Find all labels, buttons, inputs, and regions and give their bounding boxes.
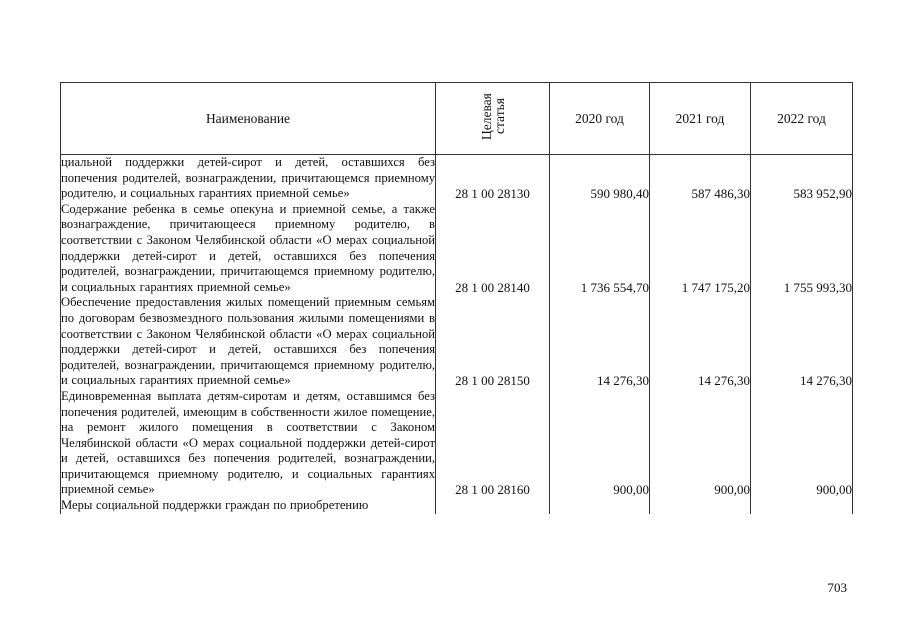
row-value-2022: 583 952,90 [751, 155, 853, 202]
table-row [61, 498, 853, 514]
row-value-2020: 1 736 554,70 [550, 202, 650, 296]
row-value-2020: 590 980,40 [550, 155, 650, 202]
header-2022: 2022 год [751, 83, 853, 155]
row-value-2021: 1 747 175,20 [650, 202, 751, 296]
header-target-text: Целевая статья [478, 93, 507, 140]
row-value-2022: 14 276,30 [751, 295, 853, 389]
table-row [61, 202, 853, 296]
table-row [61, 295, 853, 389]
row-name: циальной поддержки детей-сирот и детей, оставшихся без попечения родителей, вознаграждении, причитающемся приемному родителю, и социальных гарантиях приемной семье» [61, 155, 435, 201]
row-value-2021: 900,00 [650, 389, 751, 498]
row-code: 28 1 00 28150 [436, 295, 550, 389]
row-value-2021: 587 486,30 [650, 155, 751, 202]
header-2020: 2020 год [550, 83, 650, 155]
page-number: 703 [827, 580, 847, 595]
row-value-2021: 14 276,30 [650, 295, 751, 389]
row-value-2020 [550, 498, 650, 514]
row-name: Единовременная выплата детям-сиротам и детям, оставшимся без попечения родителей, имеющим в собственности жилое помещение, на ремонт жилого помещения в соответствии с Законом Челябинской области «О мерах социальной поддержки детей-сирот и детей, оставшихся без попечения родителей, вознаграждении, причитающемся приемному родителю, и социальных гарантиях приемной семье» [61, 388, 435, 497]
row-value-2021 [650, 498, 751, 514]
row-value-2022: 1 755 993,30 [751, 202, 853, 296]
table-row [61, 389, 853, 498]
row-value-2020: 900,00 [550, 389, 650, 498]
row-value-2020: 14 276,30 [550, 295, 650, 389]
header-name: Наименование [61, 83, 436, 155]
table-header-row [61, 83, 853, 155]
row-name: Содержание ребенка в семье опекуна и приемной семье, а также вознаграждение, причитающееся приемному родителю, в соответствии с Законом Челябинской области «О мерах социальной поддержки детей-сирот и детей, оставшихся без попечения родителей, вознаграждении, причитающемся приемному родителю, и социальных гарантиях приемной семье» [61, 201, 435, 294]
header-target-article [436, 83, 550, 155]
row-name: Меры социальной поддержки граждан по приобретению [61, 498, 436, 514]
row-code: 28 1 00 28140 [436, 202, 550, 296]
row-name: Обеспечение предоставления жилых помещений приемным семьям по договорам безвозмездного пользования жилыми помещениями в соответствии с Законом Челябинской области «О мерах социальной поддержки детей-сирот и детей, оставшихся без попечения родителей, вознаграждении, причитающемся приемному родителю, и социальных гарантиях приемной семье» [61, 295, 435, 388]
row-code [436, 498, 550, 514]
row-code: 28 1 00 28160 [436, 389, 550, 498]
row-value-2022 [751, 498, 853, 514]
budget-table [60, 82, 853, 514]
row-code: 28 1 00 28130 [436, 155, 550, 202]
header-2021: 2021 год [650, 83, 751, 155]
table-row [61, 155, 853, 202]
row-value-2022: 900,00 [751, 389, 853, 498]
